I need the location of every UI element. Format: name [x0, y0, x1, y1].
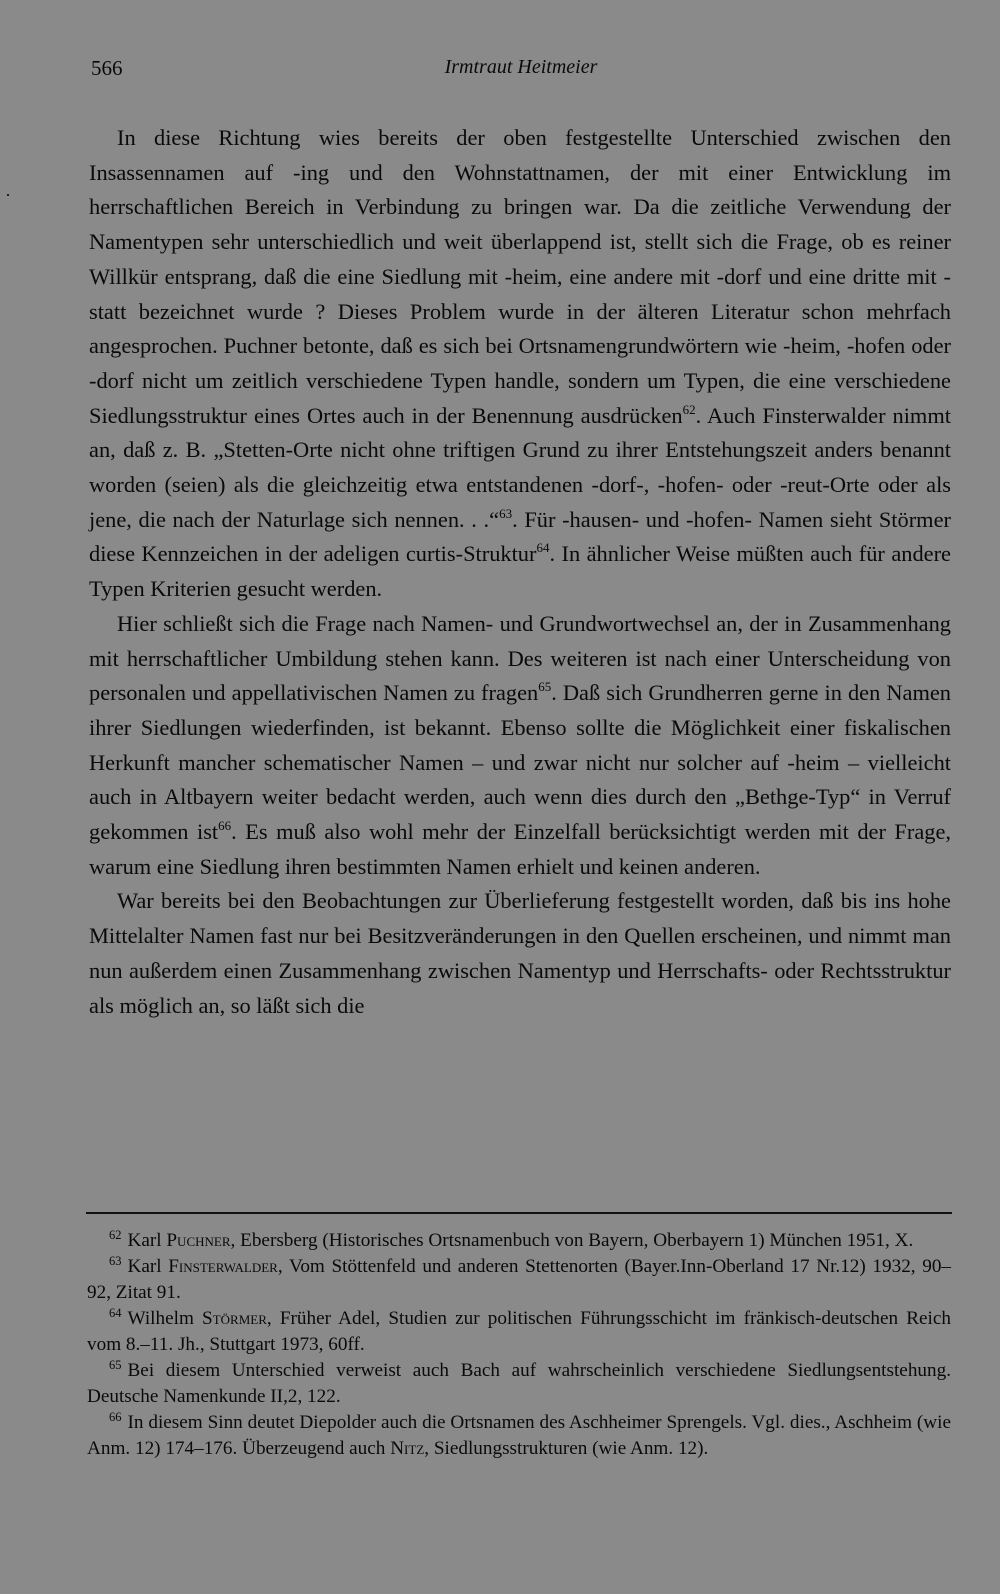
text-segment: War bereits bei den Beobachtungen zur Überlieferung festgestellt worden, daß bis ins hohe Mittelalter Namen fast nur bei Besitzveränderungen in den Quellen erscheinen, und nimmt man nun außerdem einen Zusammenhang zwischen Namentyp und Herrschafts- oder Rechtsstruktur als möglich an, so läßt sich die — [89, 888, 951, 1018]
text-segment: Karl — [127, 1256, 169, 1277]
footnote — [87, 1306, 951, 1358]
footnote-number: 62 — [109, 1228, 122, 1242]
footnote-number: 63 — [109, 1254, 122, 1268]
text-segment: , Vom Stöttenfeld und anderen Stettenorten (Bayer.Inn-Oberland 17 Nr.12) 1932, 90–92, Zitat 91. — [87, 1256, 952, 1303]
author-name: Nitz — [390, 1438, 425, 1459]
text-segment: Bei diesem Unterschied verweist auch Bach auf wahrscheinlich verschiedene Siedlungsentstehung. Deutsche Namenkunde II,2, 122. — [87, 1360, 951, 1407]
author-name: Finsterwalder — [168, 1256, 278, 1277]
text-segment: . Daß sich Grundherren gerne in den Namen ihrer Siedlungen wiederfinden, ist bekannt. Ebenso sollte die Möglichkeit einer fiskalischen Herkunft mancher schematischer Namen – und zwar nicht nur solcher auf -heim – vielleicht auch in Altbayern weiter bedacht werden, auch wenn dies durch den „Bethge-Typ“ in Verruf gekommen ist — [89, 680, 952, 845]
author-name: Puchner — [166, 1230, 231, 1251]
footnote — [87, 1228, 951, 1254]
main-text — [89, 121, 951, 1023]
footnote-number: 64 — [109, 1306, 122, 1320]
text-segment: In diese Richtung wies bereits der oben festgestellte Unterschied zwischen den Insassennamen auf -ing und den Wohnstattnamen, der mit einer Entwicklung im herrschaftlichen Bereich in Verbindung zu bringen war. Da die zeitliche Verwendung der Namentypen sehr unterschiedlich und weit überlappend ist, stellt sich die Frage, ob es reiner Willkür entsprang, daß die eine Siedlung mit -heim, eine andere mit -dorf und eine dritte mit -statt bezeichnet wurde ? Dieses Problem wurde in der älteren Literatur schon mehrfach angesprochen. Puchner betonte, daß es sich bei Ortsnamengrundwörtern wie -heim, -hofen oder -dorf nicht um zeitlich verschiedene Typen handle, sondern um Typen, die eine verschiedene Siedlungsstruktur eines Ortes auch in der Benennung ausdrücken — [89, 125, 951, 428]
text-segment: , Ebersberg (Historisches Ortsnamenbuch von Bayern, Oberbayern 1) München 1951, X. — [230, 1230, 914, 1251]
text-segment: . In ähnlicher Weise müßten auch für andere Typen Kriterien gesucht werden. — [89, 541, 951, 602]
footnote — [87, 1358, 951, 1410]
paragraph — [89, 121, 951, 607]
page-header — [91, 56, 951, 86]
footnote-reference: 62 — [682, 401, 696, 417]
text-segment: , Früher Adel, Studien zur politischen Führungsschicht im fränkisch-deutschen Reich vom 8.–11. Jh., Stuttgart 1973, 60ff. — [87, 1308, 951, 1355]
author-name: Störmer — [202, 1308, 267, 1329]
text-segment: . Es muß also wohl mehr der Einzelfall berücksichtigt werden mit der Frage, warum eine Siedlung ihren bestimmten Namen erhielt und keinen anderen. — [89, 819, 951, 879]
text-segment: . Auch Finsterwalder nimmt an, daß z. B. „Stetten-Orte nicht ohne triftigen Grund zu ihrer Entstehungszeit anders benannt worden (seien) als die gleichzeitig etwa entstandenen -dorf-, -hofen- oder -reut-Orte oder als jene, die nach der Naturlage sich nennen. . .“ — [89, 402, 951, 532]
text-segment: In diesem Sinn deutet Diepolder auch die Ortsnamen des Aschheimer Sprengels. Vgl. dies., Aschheim (wie Anm. 12) 174–176. Überzeugend auch — [87, 1412, 951, 1459]
footnote-number: 65 — [109, 1358, 122, 1372]
running-head-author: Irmtraut Heitmeier — [444, 56, 598, 78]
footnote-reference: 63 — [499, 505, 513, 521]
paragraph — [89, 607, 951, 885]
paragraph — [89, 884, 951, 1023]
text-segment: Hier schließt sich die Frage nach Namen- und Grundwortwechsel an, der in Zusammenhang mit herrschaftlicher Umbildung stehen kann. Des weiteren ist nach einer Unterscheidung von personalen und appellativischen Namen zu fragen — [89, 610, 951, 706]
footnote — [87, 1254, 951, 1306]
footnote — [87, 1410, 951, 1462]
footnotes — [87, 1228, 951, 1462]
footnote-number: 66 — [109, 1410, 122, 1424]
page-number: 566 — [91, 56, 123, 80]
scan-speck — [7, 194, 9, 196]
text-segment: Wilhelm — [127, 1308, 203, 1329]
text-segment: Karl — [127, 1230, 167, 1251]
text-segment: . Für -hausen- und -hofen- Namen sieht Störmer diese Kennzeichen in der adeligen curtis-Struktur — [89, 506, 951, 567]
footnote-reference: 65 — [538, 679, 552, 695]
footnote-reference: 64 — [536, 540, 550, 556]
footnote-divider — [86, 1212, 952, 1214]
footnote-reference: 66 — [218, 818, 232, 834]
text-segment: , Siedlungsstrukturen (wie Anm. 12). — [424, 1438, 709, 1459]
